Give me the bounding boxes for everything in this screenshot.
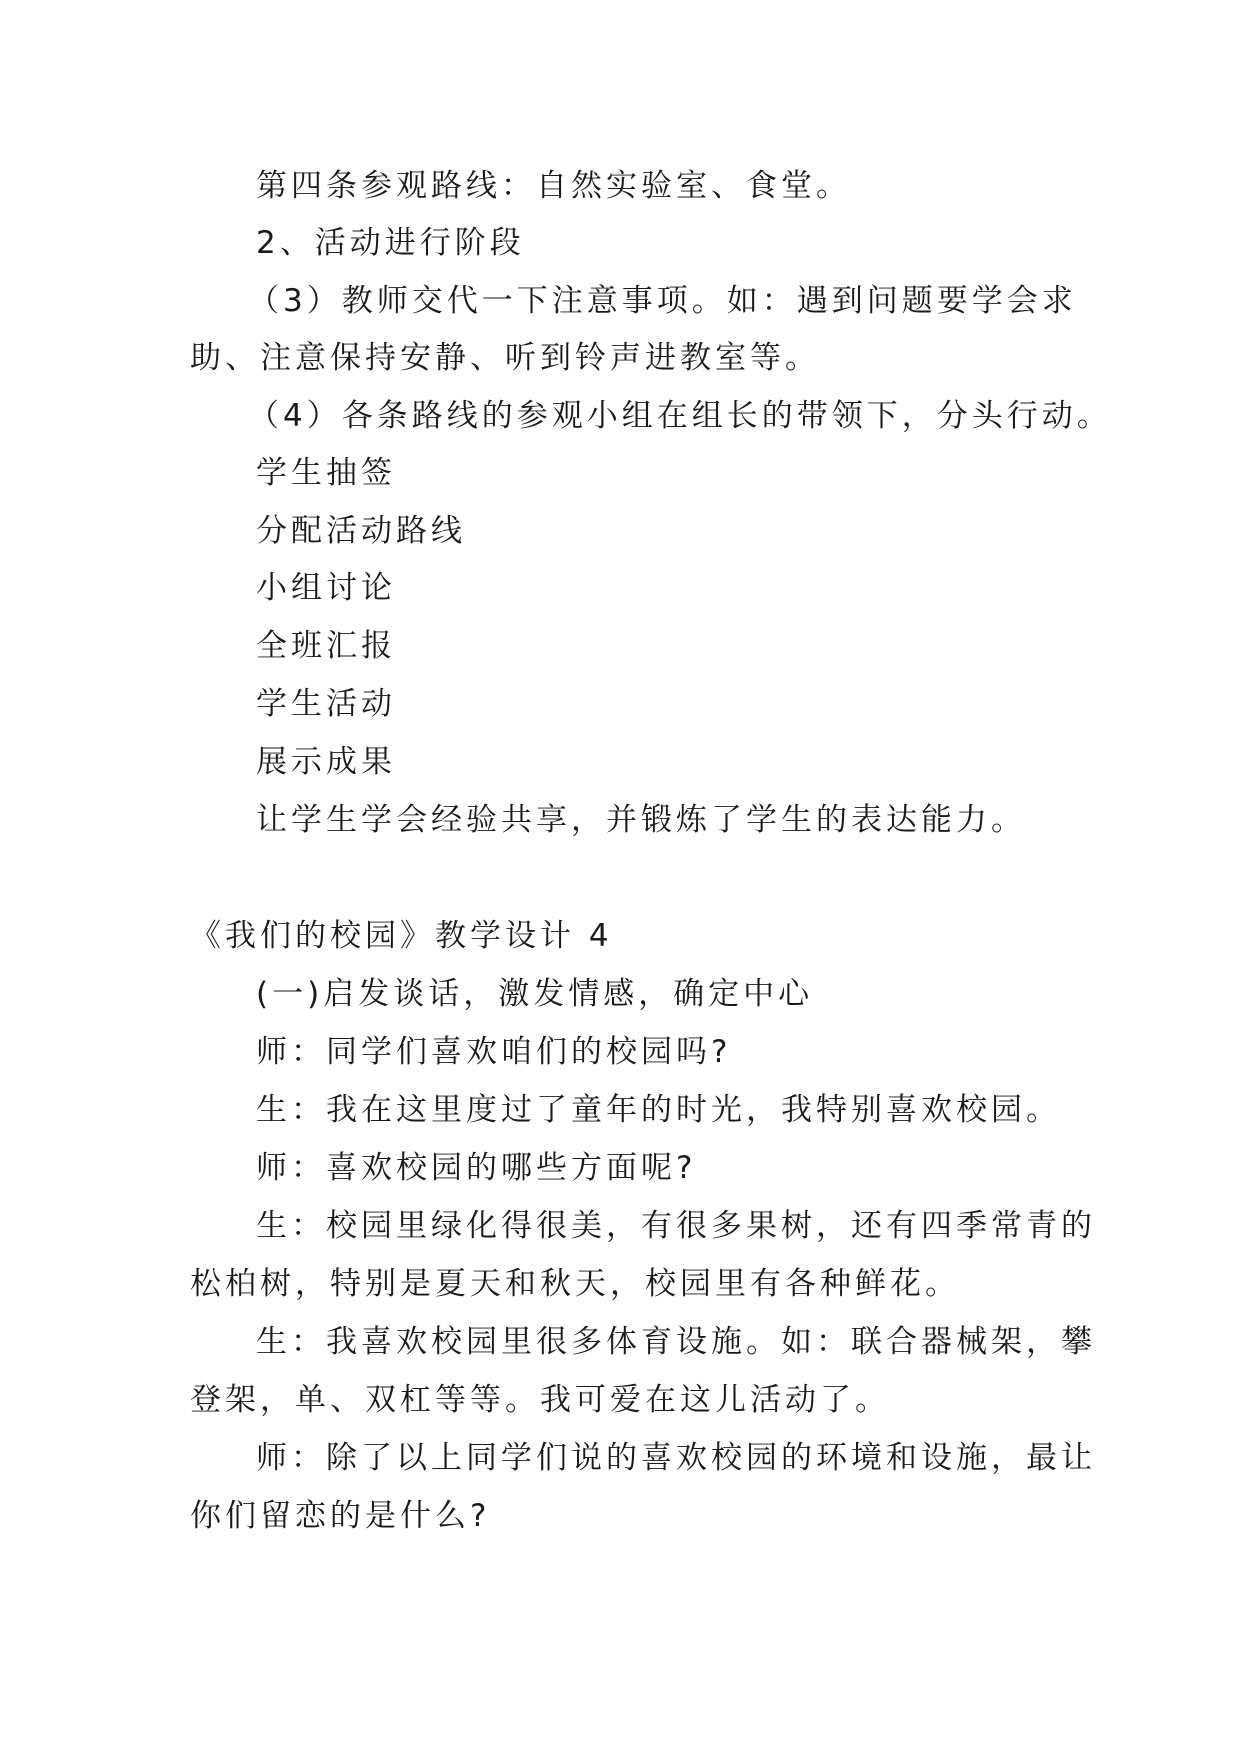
student-line-2a: 生：校园里绿化得很美，有很多果树，还有四季常青的 [256,1208,1096,1244]
item-four-text: （4）各条路线的参观小组在组长的带领下，分头行动。 [248,398,1112,434]
student-line-2b: 松柏树，特别是夏天和秋天，校园里有各种鲜花。 [190,1266,960,1302]
step-group-discussion: 小组讨论 [256,570,396,606]
teacher-line-3b: 你们留恋的是什么? [190,1498,491,1534]
teacher-line-1: 师：同学们喜欢咱们的校园吗? [256,1034,732,1070]
student-line-1: 生：我在这里度过了童年的时光，我特别喜欢校园。 [256,1092,1061,1128]
route-four-text: 第四条参观路线：自然实验室、食堂。 [256,168,851,204]
student-line-3b: 登架，单、双杠等等。我可爱在这儿活动了。 [190,1382,890,1418]
step-student-activity: 学生活动 [256,686,396,722]
step-show-results: 展示成果 [256,744,396,780]
step-assign-routes: 分配活动路线 [256,513,466,549]
summary-text: 让学生学会经验共享，并锻炼了学生的表达能力。 [256,802,1026,838]
stage-two-heading: 2、活动进行阶段 [256,225,525,261]
item-three-line-1: （3）教师交代一下注意事项。如：遇到问题要学会求 [248,283,1077,319]
section-title: 《我们的校园》教学设计 4 [190,918,613,954]
teacher-line-2: 师：喜欢校园的哪些方面呢? [256,1150,697,1186]
section-heading-one: (一)启发谈话，激发情感，确定中心 [256,976,814,1012]
student-line-3a: 生：我喜欢校园里很多体育设施。如：联合器械架，攀 [256,1324,1096,1360]
step-draw-lots: 学生抽签 [256,455,396,491]
step-class-report: 全班汇报 [256,628,396,664]
teacher-line-3a: 师：除了以上同学们说的喜欢校园的环境和设施，最让 [256,1440,1096,1476]
item-three-line-2: 助、注意保持安静、听到铃声进教室等。 [190,340,820,376]
